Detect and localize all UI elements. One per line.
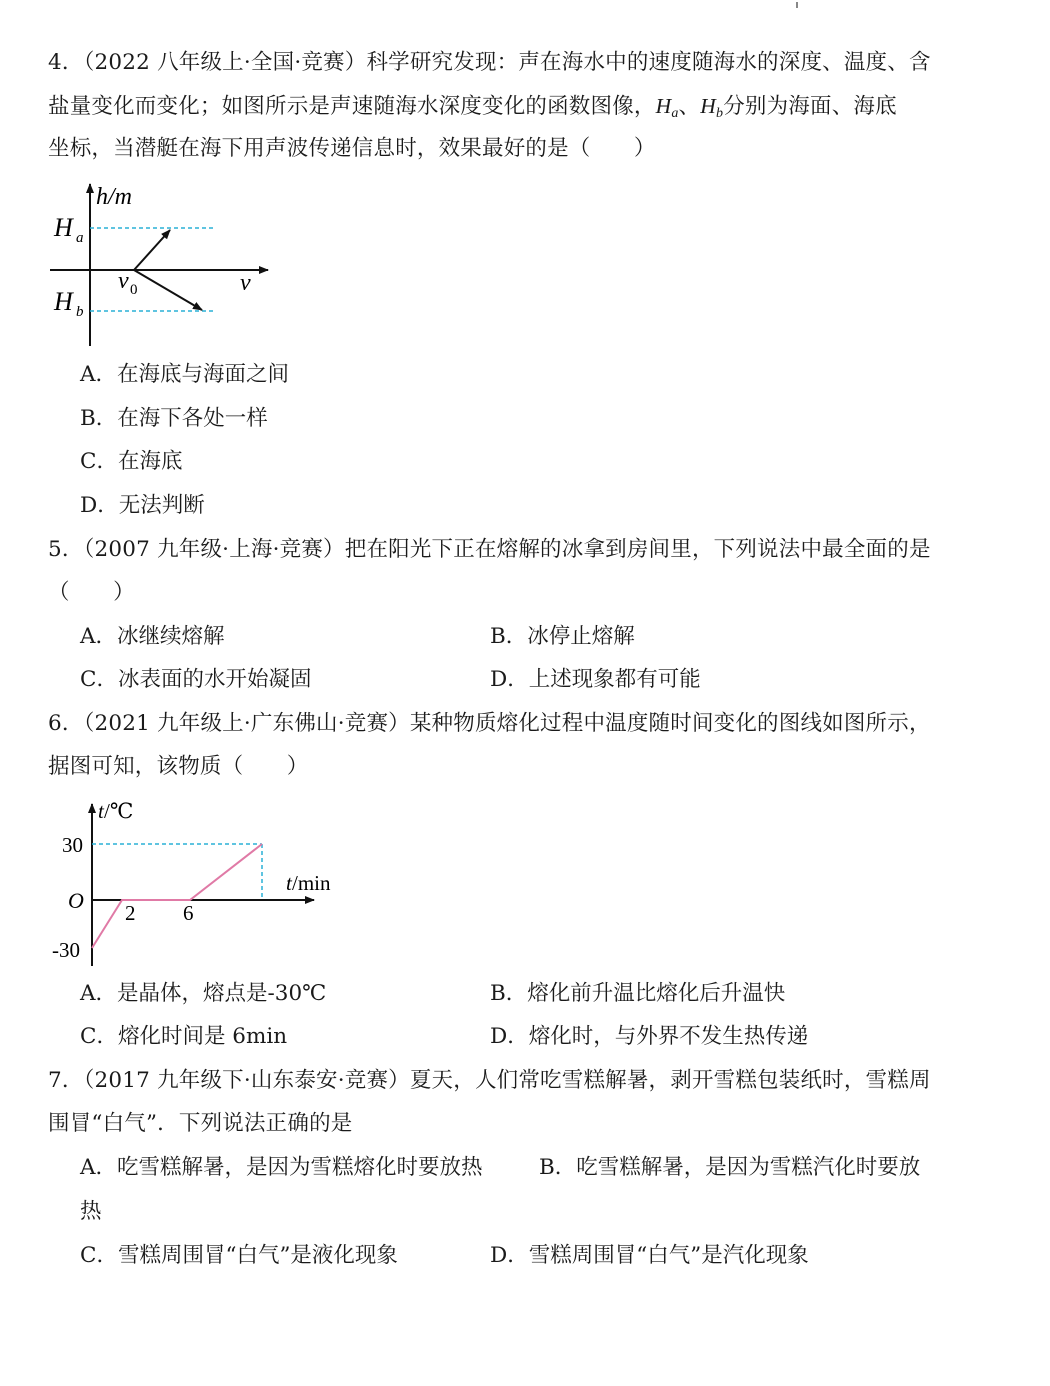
q7-option-a[interactable]: A．吃雪糕解暑，是因为雪糕熔化时要放热: [80, 1155, 483, 1180]
q6-x-label-unit: /min: [292, 871, 331, 895]
q7-option-d[interactable]: D．雪糕周围冒“白气”是汽化现象: [490, 1243, 809, 1268]
q6-line-2: 据图可知，该物质（ ）: [48, 754, 309, 779]
q4-curve-up: [134, 230, 170, 270]
q4-hb-sub: b: [76, 304, 84, 320]
q4-ha-label: H: [54, 213, 73, 242]
q4-ha-sub: a: [76, 230, 84, 246]
q4-y-label: h/m: [96, 184, 132, 210]
q6-x-label-var: t: [286, 871, 292, 895]
q4-symbol-ha: H: [655, 94, 672, 118]
q4-line-2-tail: 分别为海面、海底: [723, 94, 897, 119]
q4-symbol-hb-sub: b: [715, 106, 724, 121]
q7-option-c[interactable]: C．雪糕周围冒“白气”是液化现象: [80, 1243, 398, 1268]
q4-option-b[interactable]: B．在海下各处一样: [80, 406, 268, 431]
q6-figure: [48, 796, 348, 968]
q7-option-b-wrap: 热: [80, 1199, 102, 1224]
q6-option-d[interactable]: D．熔化时，与外界不发生热传递: [490, 1024, 809, 1049]
q6-curve: [92, 844, 262, 948]
q4-hb-label: H: [54, 287, 73, 316]
q5-option-c[interactable]: C．冰表面的水开始凝固: [80, 667, 312, 692]
q4-line-1: 4．（2022 八年级上·全国·竞赛）科学研究发现：声在海水中的速度随海水的深度、温度、含: [48, 50, 931, 75]
q6-tick-30: 30: [62, 833, 83, 857]
q4-curve-down: [134, 270, 202, 310]
q4-line-2: [48, 91, 897, 129]
q6-line-1: 6．（2021 九年级上·广东佛山·竞赛）某种物质熔化过程中温度随时间变化的图线如图所示，: [48, 711, 931, 736]
q5-line-2: （ ）: [48, 580, 135, 605]
q5-option-b[interactable]: B．冰停止熔解: [490, 624, 635, 649]
q6-tick-6: 6: [183, 901, 194, 925]
q6-tick-2: 2: [125, 901, 136, 925]
q4-line-2-text: 盐量变化而变化；如图所示是声速随海水深度变化的函数图像，: [48, 94, 656, 119]
q4-line-3: 坐标，当潜艇在海下用声波传递信息时，效果最好的是（ ）: [48, 136, 656, 161]
q4-v0-sub: 0: [130, 282, 138, 298]
q5-option-d[interactable]: D．上述现象都有可能: [490, 667, 701, 692]
q4-option-c[interactable]: C．在海底: [80, 449, 183, 474]
q6-option-b[interactable]: B．熔化前升温比熔化后升温快: [490, 981, 786, 1006]
q4-symbol-ha-sub: a: [671, 106, 679, 121]
q6-tick-neg30: -30: [52, 938, 80, 962]
q7-line-1: 7．（2017 九年级下·山东泰安·竞赛）夏天，人们常吃雪糕解暑，剥开雪糕包装纸时，雪糕周: [48, 1068, 931, 1093]
q4-x-label: v: [240, 270, 251, 296]
q4-symbol-sep: 、: [678, 94, 701, 119]
q7-option-b[interactable]: B．吃雪糕解暑，是因为雪糕汽化时要放: [539, 1155, 921, 1180]
q4-v0-label: v: [118, 268, 129, 294]
q4-symbol-hb: H: [700, 94, 716, 118]
scan-mark: [796, 2, 798, 8]
q6-option-c[interactable]: C．熔化时间是 6min: [80, 1024, 288, 1049]
q6-origin-label: O: [68, 888, 84, 913]
q4-option-a[interactable]: A．在海底与海面之间: [80, 362, 290, 387]
q5-option-a[interactable]: A．冰继续熔解: [80, 624, 225, 649]
q6-y-label-unit: /℃: [104, 799, 134, 823]
q5-line-1: 5．（2007 九年级·上海·竞赛）把在阳光下正在熔解的冰拿到房间里，下列说法中最全面的是: [48, 537, 931, 562]
q7-line-2: 围冒“白气”．下列说法正确的是: [48, 1111, 353, 1136]
q4-figure: [44, 176, 284, 348]
q4-option-d[interactable]: D．无法判断: [80, 493, 205, 518]
q6-y-label-var: t: [98, 799, 104, 823]
q6-option-a[interactable]: A．是晶体，熔点是-30℃: [80, 981, 327, 1006]
